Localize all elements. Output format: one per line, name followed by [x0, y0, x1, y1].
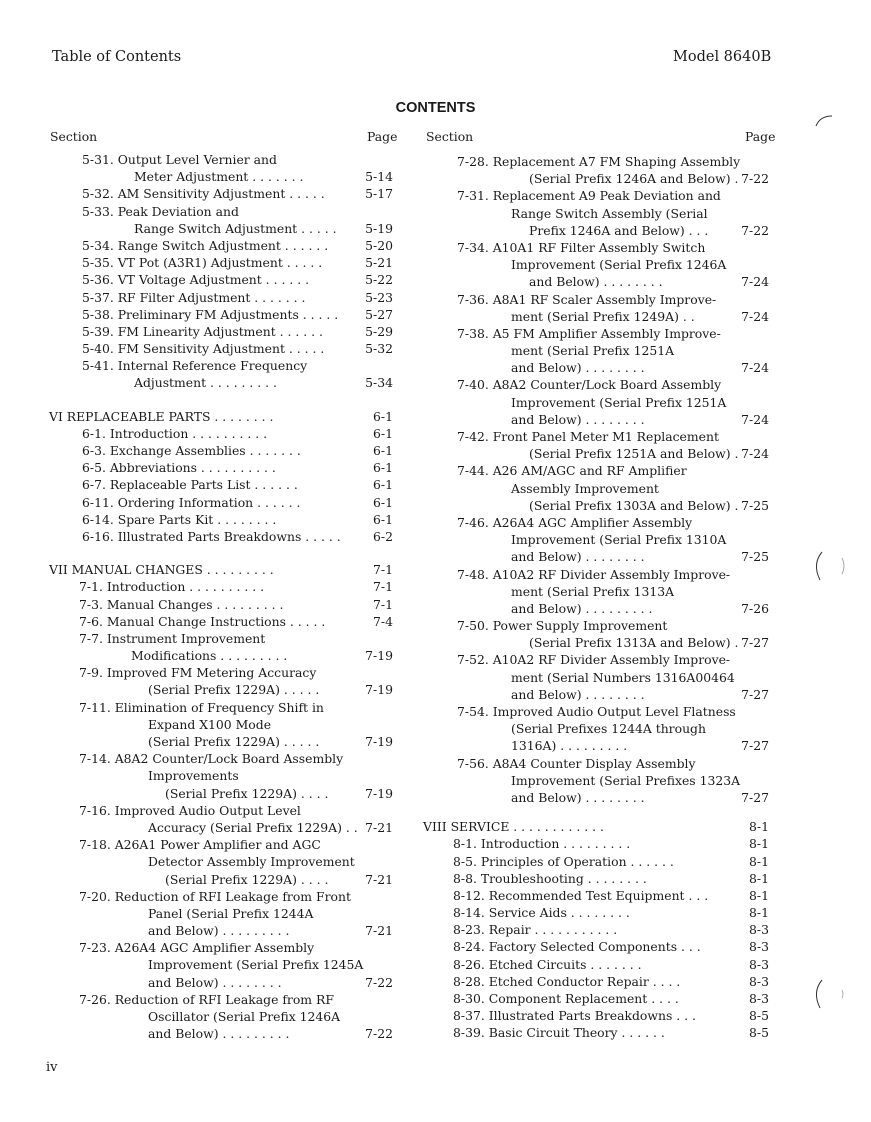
toc-entry-page: 7-24 — [741, 274, 769, 290]
toc-entry — [423, 222, 769, 239]
toc-entry — [423, 273, 769, 290]
toc-entry — [49, 340, 393, 357]
toc-entry — [423, 342, 769, 359]
toc-entry-text: and Below) . . . . . . . . . — [148, 1026, 290, 1042]
toc-entry-text: 5-35. VT Pot (A3R1) Adjustment . . . . . — [82, 255, 323, 271]
toc-entry-page: 5-27 — [365, 306, 393, 322]
toc-entry-text: Range Switch Adjustment . . . . . — [134, 220, 337, 236]
toc-entry-page: 5-23 — [365, 289, 393, 305]
toc-entry-page: 6-1 — [373, 477, 393, 493]
toc-entry — [49, 289, 393, 306]
toc-entry-text: 7-38. A5 FM Amplifier Assembly Improve- — [457, 325, 721, 341]
toc-entry-text: 5-34. Range Switch Adjustment . . . . . . — [82, 237, 329, 253]
toc-entry-page: 8-1 — [749, 836, 769, 852]
toc-entry-text: (Serial Prefixes 1244A through — [511, 721, 706, 737]
toc-entry — [49, 905, 393, 922]
toc-entry-text: 8-26. Etched Circuits . . . . . . . — [453, 956, 642, 972]
toc-entry — [423, 755, 769, 772]
toc-entry-page: 7-24 — [741, 308, 769, 324]
toc-entry-page: 8-1 — [749, 853, 769, 869]
toc-entry-text: Improvement (Serial Prefix 1310A — [511, 532, 727, 548]
toc-entry — [423, 772, 769, 789]
toc-entry — [423, 205, 769, 222]
toc-entry — [423, 445, 769, 462]
toc-entry — [49, 271, 393, 288]
toc-entry — [423, 411, 769, 428]
toc-entry-text: 6-11. Ordering Information . . . . . . — [82, 494, 301, 510]
toc-entry — [423, 973, 769, 990]
toc-entry-text: 8-12. Recommended Test Equipment . . . — [453, 887, 709, 903]
toc-entry-page: 7-22 — [741, 171, 769, 187]
toc-entry — [49, 408, 393, 425]
toc-entry-text: VIII SERVICE . . . . . . . . . . . . — [423, 819, 604, 835]
toc-entry — [49, 220, 393, 237]
toc-entry — [423, 737, 769, 754]
toc-entry-page: 6-1 — [373, 408, 393, 424]
toc-entry-text: 7-42. Front Panel Meter M1 Replacement — [457, 429, 719, 444]
toc-entry — [49, 664, 393, 681]
toc-entry-text: 7-40. A8A2 Counter/Lock Board Assembly — [457, 377, 722, 393]
toc-entry — [423, 990, 769, 1007]
toc-entry — [49, 802, 393, 819]
toc-entry — [49, 425, 393, 442]
toc-entry-text: 6-5. Abbreviations . . . . . . . . . . — [82, 460, 276, 476]
right-toc-column — [423, 153, 769, 1042]
toc-entry-text: Improvement (Serial Prefix 1251A — [511, 394, 727, 410]
toc-entry — [49, 785, 393, 802]
toc-entry-text: (Serial Prefix 1313A and Below) . — [529, 635, 739, 651]
toc-entry-text: 7-48. A10A2 RF Divider Assembly Improve- — [457, 566, 731, 582]
toc-entry-text: Improvements — [148, 768, 239, 784]
toc-entry-page: 7-27 — [741, 738, 769, 754]
toc-entry-text: 8-28. Etched Conductor Repair . . . . — [453, 973, 681, 989]
toc-entry-page: 6-1 — [373, 511, 393, 527]
toc-entry-text: 6-14. Spare Parts Kit . . . . . . . . — [82, 511, 277, 527]
toc-entry — [423, 686, 769, 703]
toc-entry-page: 7-27 — [741, 789, 769, 805]
toc-entry-page: 6-1 — [373, 425, 393, 441]
toc-entry — [423, 497, 769, 514]
toc-entry-text: 5-32. AM Sensitivity Adjustment . . . . . — [82, 186, 325, 202]
toc-entry-text: VII MANUAL CHANGES . . . . . . . . . — [49, 562, 274, 578]
toc-entry-text: 7-20. Reduction of RFI Leakage from Front — [79, 888, 351, 904]
toc-entry — [49, 494, 393, 511]
toc-entry-page: 8-3 — [749, 922, 769, 938]
toc-entry — [49, 442, 393, 459]
toc-entry — [423, 956, 769, 973]
toc-entry-page: 5-20 — [365, 237, 393, 253]
toc-entry — [423, 938, 769, 955]
toc-entry — [423, 291, 769, 308]
toc-entry-page: 7-26 — [741, 600, 769, 616]
toc-entry — [49, 991, 393, 1008]
toc-entry-text: Prefix 1246A and Below) . . . — [529, 222, 709, 238]
toc-entry-page: 7-24 — [741, 360, 769, 376]
toc-entry — [423, 789, 769, 806]
toc-entry-page: 7-21 — [365, 923, 393, 939]
toc-entry — [423, 566, 769, 583]
toc-entry-page: 6-1 — [373, 443, 393, 458]
toc-entry-page: 8-5 — [749, 1025, 769, 1041]
toc-entry-text: and Below) . . . . . . . . — [148, 974, 282, 990]
toc-entry-text: 1316A) . . . . . . . . . — [511, 738, 628, 754]
toc-entry — [423, 669, 769, 686]
toc-entry-text: 5-37. RF Filter Adjustment . . . . . . . — [82, 289, 306, 305]
toc-entry-text: 6-3. Exchange Assemblies . . . . . . . — [82, 443, 301, 458]
toc-entry — [49, 306, 393, 323]
toc-entry-page: 7-1 — [373, 562, 393, 578]
toc-entry — [49, 699, 393, 716]
toc-entry-page: 6-1 — [373, 460, 393, 476]
toc-entry-page: 7-22 — [365, 974, 393, 990]
toc-entry-text: 6-1. Introduction . . . . . . . . . . — [82, 425, 268, 441]
toc-entry-page: 5-29 — [365, 323, 393, 339]
toc-entry-text: Improvement (Serial Prefix 1246A — [511, 257, 727, 273]
page-number: iv — [46, 1060, 58, 1075]
toc-entry-text: Adjustment . . . . . . . . . — [134, 375, 277, 391]
toc-entry — [49, 716, 393, 733]
toc-entry — [49, 596, 393, 613]
toc-entry-page: 7-19 — [365, 734, 393, 749]
toc-entry-text: Oscillator (Serial Prefix 1246A — [148, 1009, 341, 1024]
toc-entry-text: 7-1. Introduction . . . . . . . . . . — [79, 579, 265, 595]
toc-entry — [49, 476, 393, 493]
toc-entry — [423, 720, 769, 737]
toc-entry — [49, 888, 393, 905]
toc-entry-text: ment (Serial Prefix 1251A — [511, 343, 675, 359]
toc-entry-text: 8-24. Factory Selected Components . . . — [453, 939, 701, 955]
toc-entry — [423, 256, 769, 273]
page-title: CONTENTS — [395, 100, 476, 116]
toc-entry-text: Improvement (Serial Prefixes 1323A — [511, 772, 741, 788]
toc-entry-page: 7-25 — [741, 549, 769, 565]
toc-entry-text: 8-23. Repair . . . . . . . . . . . — [453, 922, 618, 938]
left-toc-column — [49, 151, 393, 1042]
toc-entry-text: 7-54. Improved Audio Output Level Flatness — [457, 704, 736, 719]
toc-entry-text: ment (Serial Prefix 1313A — [511, 583, 675, 599]
toc-entry — [423, 818, 769, 835]
toc-entry — [49, 1025, 393, 1042]
toc-entry-text: 6-7. Replaceable Parts List . . . . . . — [82, 477, 298, 493]
toc-entry-text: 7-31. Replacement A9 Peak Deviation and — [457, 188, 721, 204]
toc-entry-page: 7-27 — [741, 686, 769, 702]
toc-entry — [423, 239, 769, 256]
toc-entry — [49, 185, 393, 202]
toc-entry — [49, 939, 393, 956]
toc-entry — [423, 376, 769, 393]
toc-entry — [49, 578, 393, 595]
toc-entry-text: 8-39. Basic Circuit Theory . . . . . . — [453, 1025, 665, 1041]
toc-entry-page: 7-19 — [365, 785, 393, 801]
toc-entry-text: and Below) . . . . . . . . — [511, 789, 645, 805]
toc-entry — [49, 681, 393, 698]
toc-entry — [423, 428, 769, 445]
toc-entry-text: 7-9. Improved FM Metering Accuracy — [79, 665, 317, 681]
toc-entry-text: 5-41. Internal Reference Frequency — [82, 358, 308, 374]
toc-entry-text: 7-36. A8A1 RF Scaler Assembly Improve- — [457, 291, 717, 307]
toc-entry-page: 7-25 — [741, 497, 769, 513]
toc-entry-text: 7-56. A8A4 Counter Display Assembly — [457, 755, 696, 771]
toc-entry-page: 8-1 — [749, 819, 769, 835]
toc-entry-text: 7-26. Reduction of RFI Leakage from RF — [79, 991, 334, 1007]
toc-entry — [49, 922, 393, 939]
toc-entry-text: 7-11. Elimination of Frequency Shift in — [79, 699, 324, 715]
toc-entry-text: VI REPLACEABLE PARTS . . . . . . . . — [49, 408, 274, 424]
toc-entry-page: 6-2 — [373, 528, 393, 544]
toc-entry — [423, 835, 769, 852]
toc-entry-page: 8-1 — [749, 905, 769, 921]
toc-entry-text: Accuracy (Serial Prefix 1229A) . . — [148, 819, 358, 835]
toc-entry-text: (Serial Prefix 1246A and Below) . — [529, 171, 739, 187]
toc-entry — [423, 600, 769, 617]
toc-entry-page: 8-5 — [749, 1008, 769, 1024]
left-page-header: Page — [367, 129, 398, 144]
toc-entry-text: 8-30. Component Replacement . . . . — [453, 991, 679, 1006]
toc-entry-text: 8-1. Introduction . . . . . . . . . — [453, 836, 631, 852]
toc-entry-page: 6-1 — [373, 494, 393, 510]
toc-entry — [423, 308, 769, 325]
margin-mark — [812, 110, 834, 128]
toc-entry-text: and Below) . . . . . . . . — [511, 411, 645, 427]
toc-entry-text: Panel (Serial Prefix 1244A — [148, 905, 314, 921]
toc-entry-text: and Below) . . . . . . . . — [511, 686, 645, 702]
toc-entry-text: 5-39. FM Linearity Adjustment . . . . . . — [82, 323, 323, 339]
toc-entry — [49, 647, 393, 664]
toc-entry — [49, 630, 393, 647]
toc-entry-page: 7-22 — [365, 1026, 393, 1042]
toc-entry — [423, 583, 769, 600]
toc-entry-text: (Serial Prefix 1229A) . . . . . — [148, 734, 320, 749]
toc-entry-page: 7-19 — [365, 648, 393, 664]
toc-entry-page: 7-22 — [741, 222, 769, 238]
toc-entry — [423, 514, 769, 531]
toc-entry-text: Expand X100 Mode — [148, 716, 272, 732]
toc-entry-text: and Below) . . . . . . . . — [529, 274, 663, 290]
toc-entry — [423, 634, 769, 651]
right-section-header: Section — [426, 129, 474, 144]
toc-entry-text: 7-18. A26A1 Power Amplifier and AGC — [79, 837, 321, 853]
margin-binding-hole — [808, 976, 848, 1012]
left-section-header: Section — [50, 129, 98, 144]
toc-entry-page: 5-17 — [365, 186, 393, 202]
toc-entry-text: 8-14. Service Aids . . . . . . . . — [453, 905, 630, 921]
toc-entry-text: and Below) . . . . . . . . — [511, 549, 645, 565]
toc-entry-page: 7-1 — [373, 579, 393, 595]
toc-entry — [49, 1008, 393, 1025]
toc-entry-page: 7-27 — [741, 635, 769, 651]
toc-entry — [49, 733, 393, 750]
toc-entry-page: 7-24 — [741, 446, 769, 462]
toc-entry-text: 5-38. Preliminary FM Adjustments . . . . . — [82, 306, 339, 322]
toc-entry-page: 7-21 — [365, 871, 393, 887]
toc-entry — [49, 853, 393, 870]
toc-entry-text: 7-14. A8A2 Counter/Lock Board Assembly — [79, 751, 344, 767]
toc-entry-page: 5-22 — [365, 272, 393, 288]
toc-entry-text: 8-37. Illustrated Parts Breakdowns . . . — [453, 1008, 696, 1024]
toc-entry-page: 8-3 — [749, 973, 769, 989]
right-page-header: Page — [745, 129, 776, 144]
toc-entry — [423, 1024, 769, 1041]
toc-entry — [49, 528, 393, 545]
toc-entry — [423, 359, 769, 376]
toc-entry — [423, 480, 769, 497]
toc-entry-text: 7-34. A10A1 RF Filter Assembly Switch — [457, 239, 706, 255]
toc-entry-text: ment (Serial Numbers 1316A00464 — [511, 669, 735, 685]
toc-entry — [49, 168, 393, 185]
toc-entry — [423, 887, 769, 904]
toc-entry-text: and Below) . . . . . . . . . — [148, 923, 290, 939]
toc-entry-text: 5-31. Output Level Vernier and — [82, 152, 277, 167]
toc-entry — [49, 561, 393, 578]
toc-entry-page: 7-24 — [741, 411, 769, 427]
toc-entry — [49, 151, 393, 168]
toc-entry — [49, 203, 393, 220]
toc-entry — [49, 871, 393, 888]
toc-entry-text: (Serial Prefix 1303A and Below) . — [529, 497, 739, 513]
toc-entry — [49, 254, 393, 271]
toc-entry — [49, 750, 393, 767]
header-left: Table of Contents — [52, 49, 182, 65]
toc-entry-text: Modifications . . . . . . . . . — [131, 648, 288, 664]
toc-entry-page: 7-4 — [373, 613, 393, 629]
toc-entry-text: 7-3. Manual Changes . . . . . . . . . — [79, 596, 284, 612]
toc-entry — [423, 548, 769, 565]
toc-entry-page: 5-32 — [365, 341, 393, 357]
toc-entry — [49, 511, 393, 528]
toc-entry-text: Detector Assembly Improvement — [148, 854, 355, 870]
toc-entry-text: 7-16. Improved Audio Output Level — [79, 802, 301, 818]
margin-binding-hole — [808, 548, 848, 584]
toc-entry — [423, 531, 769, 548]
toc-entry-text: 8-5. Principles of Operation . . . . . . — [453, 853, 674, 869]
toc-entry — [49, 974, 393, 991]
toc-entry — [423, 870, 769, 887]
header-right: Model 8640B — [673, 49, 772, 65]
toc-entry — [423, 187, 769, 204]
toc-entry — [49, 767, 393, 784]
toc-entry — [49, 374, 393, 391]
toc-entry-text: and Below) . . . . . . . . . — [511, 600, 653, 616]
toc-entry — [423, 1007, 769, 1024]
toc-entry-text: 7-28. Replacement A7 FM Shaping Assembly — [457, 154, 741, 169]
toc-entry-text: 7-7. Instrument Improvement — [79, 630, 266, 646]
toc-entry-page: 8-1 — [749, 870, 769, 886]
toc-entry — [423, 462, 769, 479]
toc-entry-page: 8-3 — [749, 956, 769, 972]
toc-entry-page: 5-21 — [365, 255, 393, 271]
toc-entry-text: 5-36. VT Voltage Adjustment . . . . . . — [82, 272, 310, 288]
toc-entry — [423, 853, 769, 870]
toc-entry-text: 7-52. A10A2 RF Divider Assembly Improve- — [457, 652, 731, 668]
toc-entry-text: 7-44. A26 AM/AGC and RF Amplifier — [457, 463, 687, 479]
toc-entry — [49, 956, 393, 973]
toc-entry — [423, 394, 769, 411]
toc-entry — [423, 153, 769, 170]
toc-entry-page: 7-19 — [365, 682, 393, 698]
toc-entry — [423, 651, 769, 668]
toc-entry — [423, 170, 769, 187]
toc-entry-page: 5-34 — [365, 375, 393, 391]
toc-entry — [49, 613, 393, 630]
toc-entry-text: 6-16. Illustrated Parts Breakdowns . . . . . — [82, 528, 341, 544]
toc-entry — [423, 617, 769, 634]
toc-entry-text: Assembly Improvement — [511, 480, 659, 496]
toc-entry-page: 7-21 — [365, 819, 393, 835]
toc-entry-text: 7-46. A26A4 AGC Amplifier Assembly — [457, 514, 693, 530]
toc-entry-text: 5-40. FM Sensitivity Adjustment . . . . . — [82, 341, 325, 357]
toc-entry — [423, 703, 769, 720]
toc-entry — [49, 459, 393, 476]
toc-entry-text: 7-6. Manual Change Instructions . . . . . — [79, 613, 326, 629]
toc-entry-text: Range Switch Assembly (Serial — [511, 205, 708, 221]
toc-entry-page: 8-1 — [749, 887, 769, 903]
toc-entry — [49, 836, 393, 853]
toc-entry-text: (Serial Prefix 1251A and Below) . — [529, 446, 739, 462]
toc-entry-page: 8-3 — [749, 939, 769, 955]
toc-entry-text: 5-33. Peak Deviation and — [82, 203, 239, 219]
toc-entry-page: 5-14 — [365, 169, 393, 185]
toc-entry-page: 8-3 — [749, 991, 769, 1006]
toc-entry-page: 5-19 — [365, 220, 393, 236]
toc-entry-text: 7-23. A26A4 AGC Amplifier Assembly — [79, 940, 315, 956]
toc-entry-page: 7-1 — [373, 596, 393, 612]
toc-entry — [423, 325, 769, 342]
toc-entry — [49, 237, 393, 254]
toc-entry — [423, 904, 769, 921]
toc-entry-text: Improvement (Serial Prefix 1245A — [148, 957, 364, 973]
toc-entry-text: (Serial Prefix 1229A) . . . . . — [148, 682, 320, 698]
toc-entry — [49, 357, 393, 374]
toc-entry-text: 8-8. Troubleshooting . . . . . . . . — [453, 870, 647, 886]
toc-entry — [49, 323, 393, 340]
toc-entry-text: Meter Adjustment . . . . . . . — [134, 169, 304, 185]
toc-entry-text: 7-50. Power Supply Improvement — [457, 618, 668, 634]
toc-entry — [423, 921, 769, 938]
toc-entry-text: (Serial Prefix 1229A) . . . . — [165, 785, 329, 801]
toc-entry-text: and Below) . . . . . . . . — [511, 360, 645, 376]
toc-entry-text: ment (Serial Prefix 1249A) . . — [511, 308, 695, 324]
toc-entry — [49, 819, 393, 836]
toc-entry-text: (Serial Prefix 1229A) . . . . — [165, 871, 329, 887]
